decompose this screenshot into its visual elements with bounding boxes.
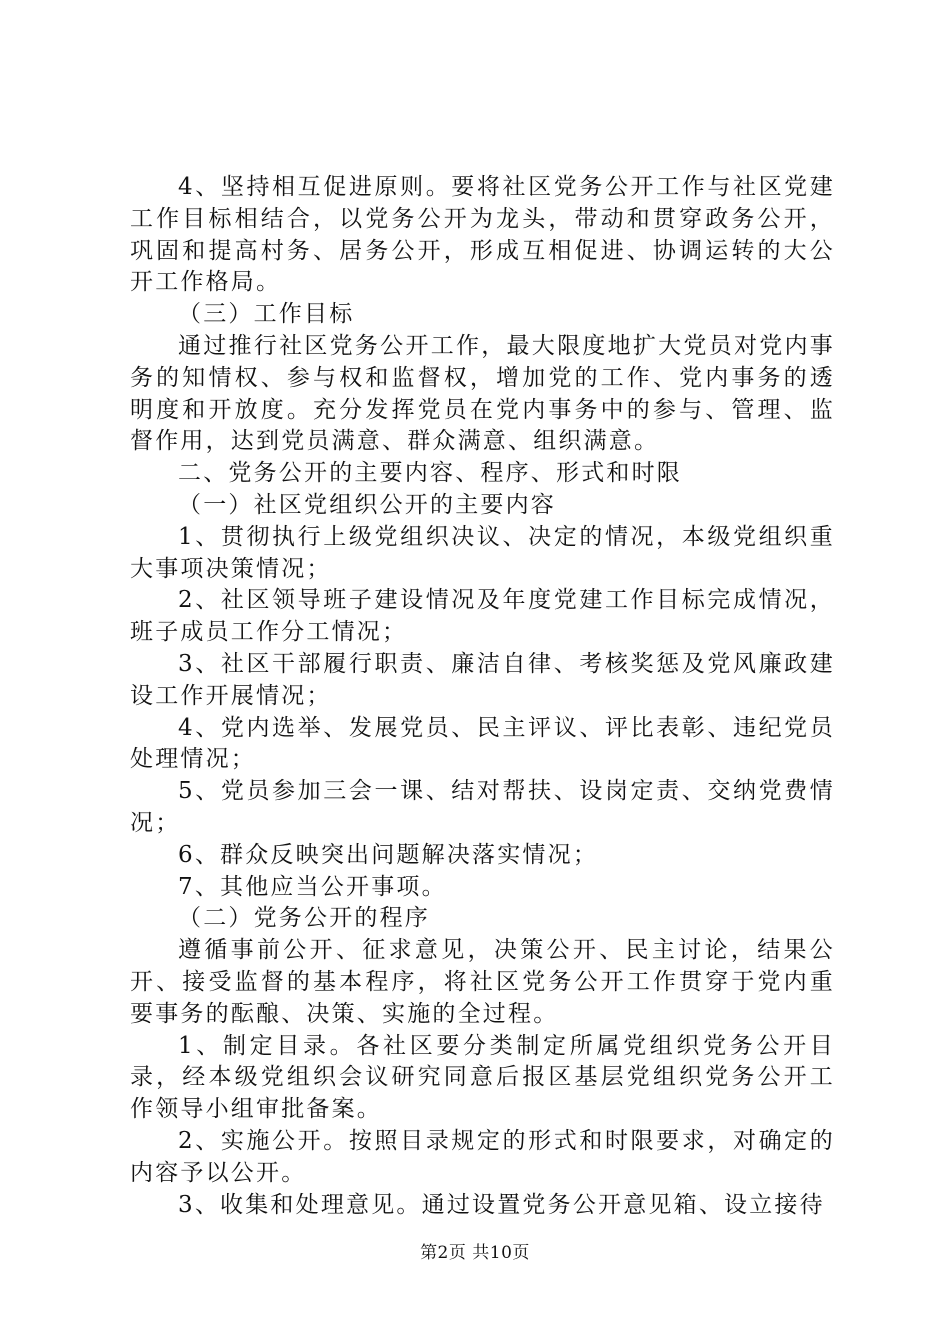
list-item-content-2: 2、社区领导班子建设情况及年度党建工作目标完成情况，班子成员工作分工情况；	[130, 587, 835, 646]
heading-main-content: （一）社区党组织公开的主要内容	[178, 491, 556, 518]
heading-section-two: 二、党务公开的主要内容、程序、形式和时限	[178, 460, 682, 487]
paragraph-work-goals: 通过推行社区党务公开工作，最大限度地扩大党员对党内事务的知情权、参与权和监督权，增加党的工作、党内事务的透明度和开放度。充分发挥党员在党内事务中的参与、管理、监督作用，达到党员满意、群众满意、组织满意。	[130, 332, 835, 455]
list-item-procedure-1: 1、制定目录。各社区要分类制定所属党组织党务公开目录，经本级党组织会议研究同意后报区基层党组织党务公开工作领导小组审批备案。	[130, 1032, 835, 1123]
list-item-content-7: 7、其他应当公开事项。	[178, 873, 447, 900]
heading-procedure: （二）党务公开的程序	[178, 905, 430, 932]
list-item-content-6: 6、群众反映突出问题解决落实情况；	[178, 841, 599, 868]
list-item-content-4: 4、党内选举、发展党员、民主评议、评比表彰、违纪党员处理情况；	[130, 714, 835, 773]
list-item-procedure-3: 3、收集和处理意见。通过设置党务公开意见箱、设立接待	[178, 1191, 825, 1218]
list-item-content-5: 5、党员参加三会一课、结对帮扶、设岗定责、交纳党费情况；	[130, 778, 835, 836]
list-item-procedure-2: 2、实施公开。按照目录规定的形式和时限要求，对确定的内容予以公开。	[130, 1127, 835, 1186]
list-item-content-1: 1、贯彻执行上级党组织决议、决定的情况，本级党组织重大事项决策情况；	[130, 523, 835, 582]
document-body	[130, 172, 835, 1221]
list-item-content-3: 3、社区干部履行职责、廉洁自律、考核奖惩及党风廉政建设工作开展情况；	[130, 650, 835, 709]
paragraph-procedure: 遵循事前公开、征求意见，决策公开、民主讨论，结果公开、接受监督的基本程序，将社区党务公开工作贯穿于党内重要事务的酝酿、决策、实施的全过程。	[130, 937, 835, 1027]
heading-work-goals: （三）工作目标	[178, 301, 355, 328]
page-number-footer: 第2页 共10页	[420, 1243, 530, 1263]
paragraph-principle-4: 4、坚持相互促进原则。要将社区党务公开工作与社区党建工作目标相结合，以党务公开为龙头，带动和贯穿政务公开，巩固和提高村务、居务公开，形成互相促进、协调运转的大公开工作格局。	[130, 174, 835, 296]
